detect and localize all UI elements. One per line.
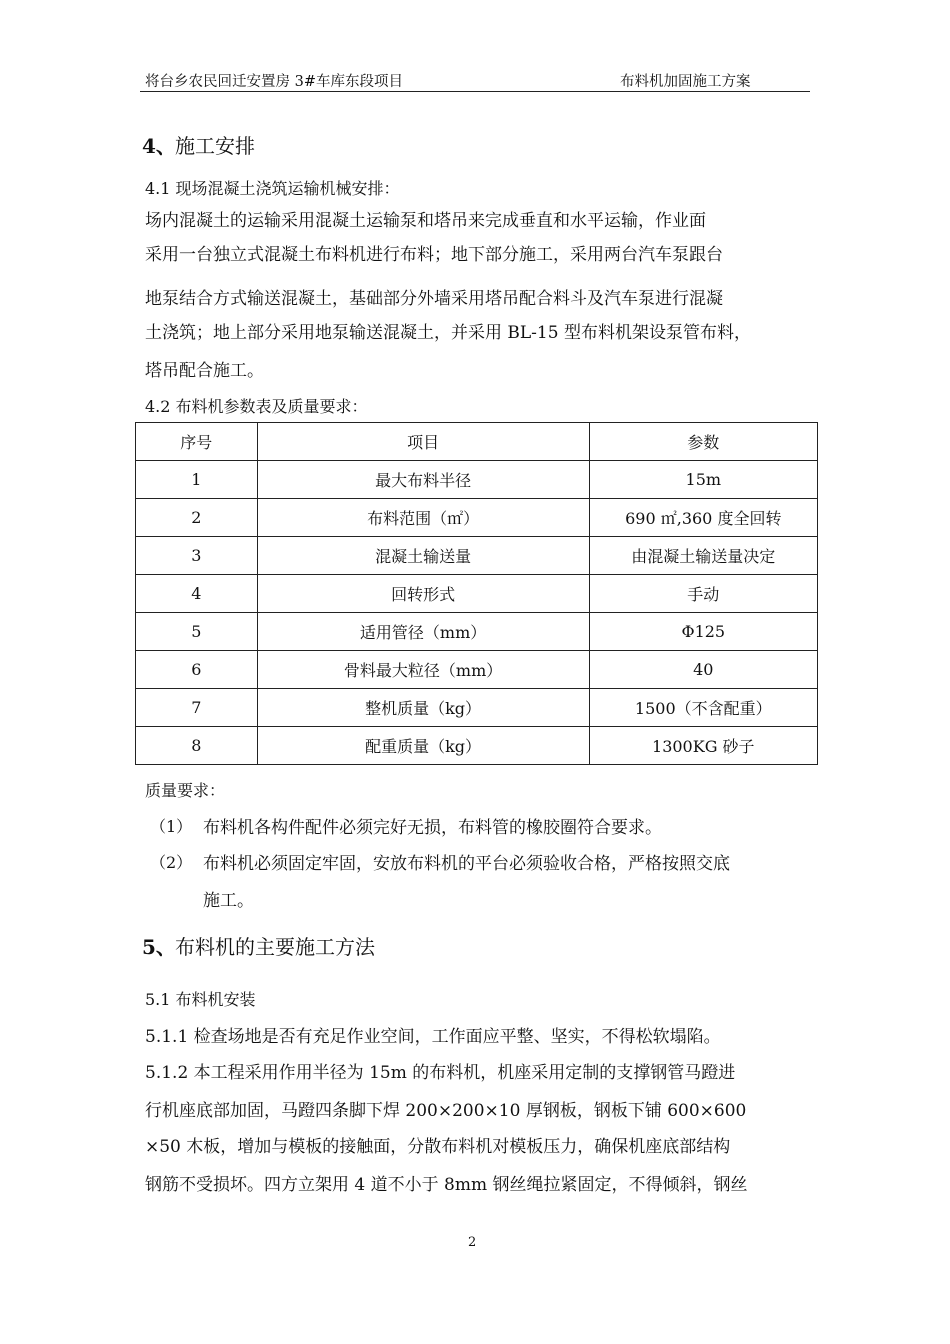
quality-item-2-continuation: 施工。 <box>203 891 254 911</box>
paragraph-line: 采用一台独立式混凝土布料机进行布料；地下部分施工，采用两台汽车泵跟台 <box>145 245 723 265</box>
table-cell: 1500（不含配重） <box>589 689 817 727</box>
table-cell: 整机质量（kg） <box>257 689 589 727</box>
table-cell: 布料范围（㎡） <box>257 499 589 537</box>
header-cell: 序号 <box>136 423 258 461</box>
table-row <box>136 461 818 499</box>
quality-item-2-text: 布料机必须固定牢固，安放布料机的平台必须验收合格，严格按照交底 <box>203 854 730 874</box>
table-cell: 混凝土输送量 <box>257 537 589 575</box>
table-row <box>136 689 818 727</box>
quality-item-1-text: 布料机各构件配件必须完好无损，布料管的橡胶圈符合要求。 <box>203 818 662 838</box>
table-cell: 3 <box>136 537 258 575</box>
table-cell: 最大布料半径 <box>257 461 589 499</box>
table-row <box>136 575 818 613</box>
paragraph-line: 土浇筑；地上部分采用地泵输送混凝土，并采用 BL-15 型布料机架设泵管布料， <box>145 323 751 343</box>
section-5-1-title: 5.1 布料机安装 <box>145 990 256 1009</box>
table-cell: 手动 <box>589 575 817 613</box>
table-cell: 4 <box>136 575 258 613</box>
table-cell: 1300KG 砂子 <box>589 727 817 765</box>
paragraph-line: 塔吊配合施工。 <box>145 361 264 381</box>
table-cell: 回转形式 <box>257 575 589 613</box>
section-4-1-title: 4.1 现场混凝土浇筑运输机械安排： <box>145 179 400 198</box>
section-4-2-title: 4.2 布料机参数表及质量要求： <box>145 397 368 416</box>
table-cell: 2 <box>136 499 258 537</box>
table-cell: 骨料最大粒径（mm） <box>257 651 589 689</box>
table-cell: 配重质量（kg） <box>257 727 589 765</box>
header-cell: 参数 <box>589 423 817 461</box>
section-4-number: 4、 <box>142 134 176 158</box>
section-5-title: 布料机的主要施工方法 <box>175 935 375 959</box>
table-header-row <box>136 423 818 461</box>
header-document-title: 布料机加固施工方案 <box>620 74 751 90</box>
quality-item-1-number: （1） <box>150 817 193 836</box>
table-cell: 适用管径（mm） <box>257 613 589 651</box>
table-cell: 7 <box>136 689 258 727</box>
paragraph-line: 钢筋不受损坏。四方立架用 4 道不小于 8mm 钢丝绳拉紧固定，不得倾斜，钢丝 <box>145 1175 748 1195</box>
paragraph-line: 场内混凝土的运输采用混凝土运输泵和塔吊来完成垂直和水平运输，作业面 <box>145 211 706 231</box>
paragraph-line: 5.1.1 检查场地是否有充足作业空间，工作面应平整、坚实，不得松软塌陷。 <box>145 1027 721 1047</box>
table-cell: 5 <box>136 613 258 651</box>
paragraph-line: 5.1.2 本工程采用作用半径为 15m 的布料机，机座采用定制的支撑钢管马蹬进 <box>145 1063 736 1083</box>
table-cell: 6 <box>136 651 258 689</box>
table-cell: 1 <box>136 461 258 499</box>
paragraph-line: ×50 木板，增加与模板的接触面，分散布料机对模板压力，确保机座底部结构 <box>145 1137 731 1157</box>
header-project-name: 将台乡农民回迁安置房 3#车库东段项目 <box>145 74 403 90</box>
table-row <box>136 499 818 537</box>
quality-title: 质量要求： <box>145 781 226 800</box>
table-cell: 40 <box>589 651 817 689</box>
table-row <box>136 651 818 689</box>
paragraph-line: 地泵结合方式输送混凝土，基础部分外墙采用塔吊配合料斗及汽车泵进行混凝 <box>145 289 723 309</box>
quality-item-2-number: （2） <box>150 853 193 872</box>
header-divider <box>140 91 810 92</box>
parameter-table <box>135 422 818 765</box>
table-cell: Φ125 <box>589 613 817 651</box>
paragraph-line: 行机座底部加固，马蹬四条脚下焊 200×200×10 厚钢板，钢板下铺 600×600 <box>145 1101 747 1121</box>
section-4-title: 施工安排 <box>175 134 255 158</box>
table-cell: 由混凝土输送量决定 <box>589 537 817 575</box>
section-5-number: 5、 <box>142 935 176 959</box>
table-row <box>136 537 818 575</box>
table-cell: 15m <box>589 461 817 499</box>
table-row <box>136 727 818 765</box>
table-cell: 690 ㎡,360 度全回转 <box>589 499 817 537</box>
table-cell: 8 <box>136 727 258 765</box>
page-number: 2 <box>468 1235 477 1250</box>
table-row <box>136 613 818 651</box>
header-cell: 项目 <box>257 423 589 461</box>
